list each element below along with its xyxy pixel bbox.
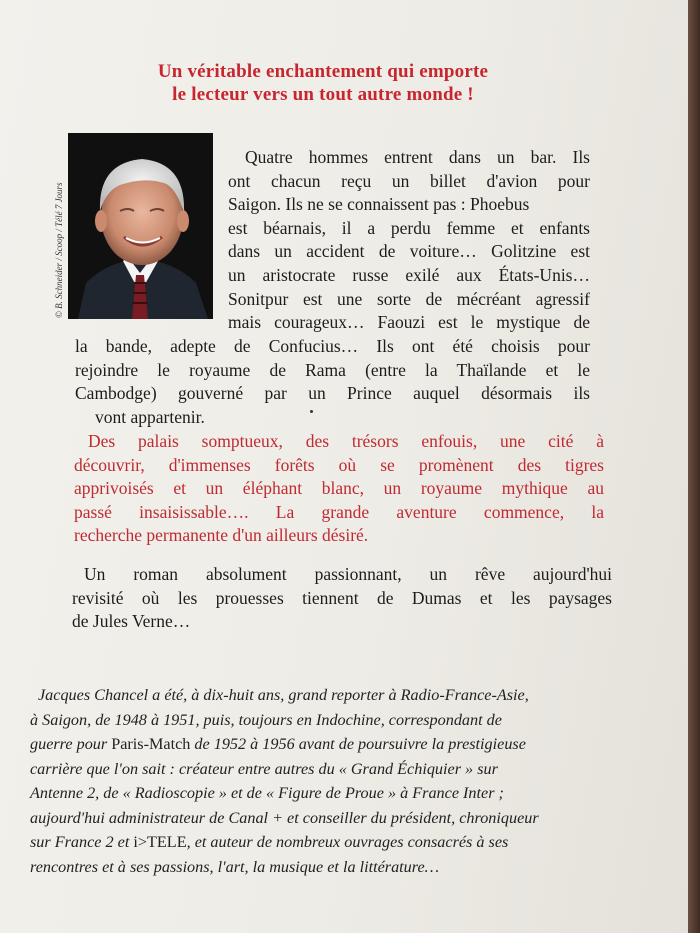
- text-line: Cambodge) gouverné par un Prince auquel désormais ils: [75, 383, 590, 404]
- text-line: est béarnais, il a perdu femme et enfants: [228, 217, 590, 238]
- text-line: recherche permanente d'un ailleurs désiré.: [74, 525, 369, 546]
- bio-channel-name: i>TELE: [133, 833, 187, 851]
- bio-magazine-name: Paris-Match: [111, 735, 191, 753]
- headline-line: le lecteur vers un tout autre monde !: [172, 84, 474, 105]
- text-line: mais courageux… Faouzi est le mystique de: [228, 312, 590, 333]
- text-line: revisité où les prouesses tiennent de Dumas et les paysages: [72, 587, 612, 608]
- text-line: découvrir, d'immenses forêts où se promènent des tigres: [74, 454, 604, 475]
- text-line: la bande, adepte de Confucius… Ils ont été choisis pour: [75, 336, 590, 356]
- bio-line: aujourd'hui administrateur de Canal + et conseiller du président, chroniqueur: [30, 808, 539, 827]
- text-line: passé insaisissable…. La grande aventure commence, la: [74, 501, 604, 522]
- text-line: un aristocrate russe exilé aux États-Unis…: [228, 264, 590, 285]
- text-line: vont appartenir.: [95, 406, 205, 427]
- bio-line: rencontres et à ses passions, l'art, la musique et la littérature…: [30, 857, 440, 876]
- text-line: Un roman absolument passionnant, un rêve aujourd'hui: [84, 564, 612, 584]
- closing-paragraph: [72, 563, 612, 634]
- synopsis-wide: [75, 335, 590, 429]
- bio-line: [30, 830, 630, 855]
- ink-dot: [310, 410, 313, 413]
- bio-text: de 1952 à 1956 avant de poursuivre la prestigieuse: [190, 735, 526, 753]
- bio-line: Jacques Chancel a été, à dix-huit ans, grand reporter à Radio-France-Asie,: [38, 686, 529, 704]
- headline-line: Un véritable enchantement qui emporte: [157, 61, 489, 82]
- bio-line: [30, 732, 630, 757]
- bio-text: , et auteur de nombreux ouvrages consacrés à ses: [186, 833, 509, 851]
- text-line: Quatre hommes entrent dans un bar. Ils: [245, 147, 590, 167]
- text-line: Saigon. Ils ne se connaissent pas : Phoebus: [228, 194, 530, 215]
- text-line: dans un accident de voiture… Golitzine est: [228, 241, 590, 262]
- text-line: ont chacun reçu un billet d'avion pour: [228, 170, 590, 191]
- text-line: Des palais somptueux, des trésors enfouis, une cité à: [88, 431, 604, 451]
- page-edge-shadow: [688, 0, 700, 933]
- text-line: rejoindre le royaume de Rama (entre la Thaïlande et le: [75, 359, 590, 380]
- author-bio: [30, 683, 630, 879]
- author-photo: [68, 133, 213, 319]
- bio-text: sur France 2 et: [30, 833, 134, 851]
- headline: [108, 60, 538, 106]
- text-line: apprivoisés et un éléphant blanc, un royaume mythique au: [74, 478, 604, 499]
- bio-line: carrière que l'on sait : créateur entre autres du « Grand Échiquier » sur: [30, 759, 498, 778]
- highlight-paragraph: [74, 430, 604, 548]
- bio-text: guerre pour: [30, 735, 112, 753]
- bio-line: Antenne 2, de « Radioscopie » et de « Figure de Proue » à France Inter ;: [30, 784, 504, 802]
- bio-line: à Saigon, de 1948 à 1951, puis, toujours en Indochine, correspondant de: [30, 710, 502, 729]
- text-line: de Jules Verne…: [72, 611, 191, 632]
- synopsis-narrow: [228, 146, 590, 335]
- text-line: Sonitpur est une sorte de mécréant agressif: [228, 288, 590, 309]
- photo-credit: © B. Schneider / Scoop / Télé 7 Jours: [54, 182, 64, 318]
- author-portrait-image: [68, 133, 213, 319]
